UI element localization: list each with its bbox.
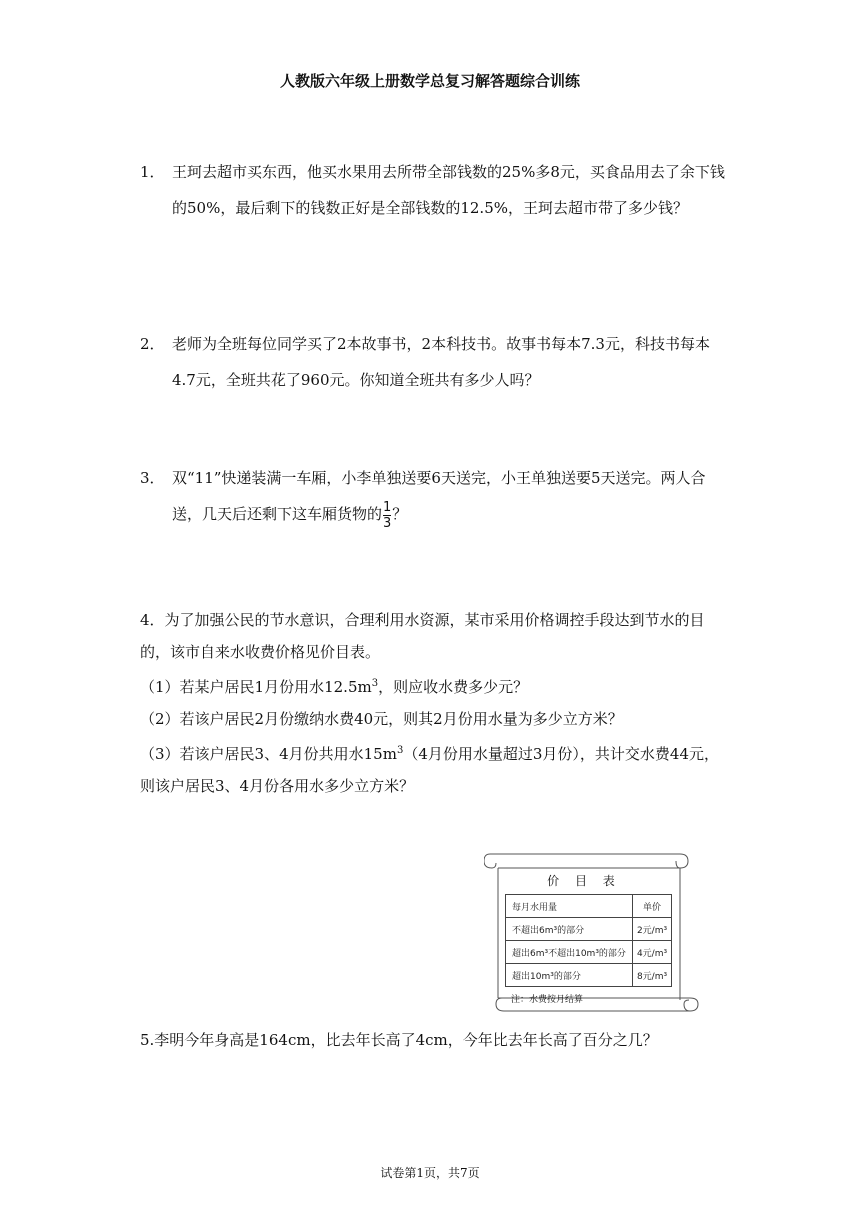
sub-question-text: （4月份用水量超过3月份），共计交水费44元，则该户居民3、4月份各用水多少立方米？ [140, 745, 720, 795]
question-text: 老师为全班每位同学买了2本故事书，2本科技书。故事书每本7.3元，科技书每本4.7元，全班共花了960元。你知道全班共有多少人吗？ [172, 335, 710, 389]
table-row [506, 941, 672, 964]
price-list-scroll [484, 848, 704, 1014]
question-intro: 4．为了加强公民的节水意识，合理利用水资源，某市采用价格调控手段达到节水的目的，该市自来水收费价格见价目表。 [140, 611, 705, 661]
table-cell: 2元/m³ [632, 918, 671, 941]
header-cell: 单价 [632, 895, 671, 918]
sub-question-text: ，则应收水费多少元？ [378, 678, 529, 696]
table-row [506, 918, 672, 941]
question-1 [140, 154, 725, 226]
question-text-part: 双“11”快递装满一车厢，小李单独送要6天送完，小王单独送要5天送完。两人合送，几天后还剩下这车厢货物的 [172, 469, 706, 523]
sub-question-3 [140, 735, 720, 802]
fraction-numerator: 1 [383, 499, 392, 515]
header-cell: 每月水用量 [506, 895, 633, 918]
table-cell: 8元/m³ [632, 964, 671, 987]
sub-question-2: （2）若该户居民2月份缴纳水费40元，则其2月份用水量为多少立方米？ [140, 710, 623, 728]
price-table-note: 注：水费按月结算 [511, 995, 584, 1005]
fraction-one-third [383, 501, 391, 530]
question-text: 王珂去超市买东西，他买水果用去所带全部钱数的25%多8元，买食品用去了余下钱的50%，最后剩下的钱数正好是全部钱数的12.5%，王珂去超市带了多少钱？ [172, 163, 725, 217]
question-number: 1． [140, 163, 165, 181]
table-cell: 4元/m³ [632, 941, 671, 964]
question-number: 2． [140, 335, 165, 353]
table-header-row [506, 895, 672, 918]
question-3 [140, 460, 725, 532]
table-cell: 超出6m³不超出10m³的部分 [506, 941, 633, 964]
question-5: 5.李明今年身高是164cm，比去年长高了4cm，今年比去年长高了百分之几？ [140, 1031, 658, 1049]
page-footer: 试卷第1页，共7页 [380, 1166, 480, 1180]
price-table [505, 894, 672, 987]
question-text-part: ？ [392, 505, 408, 523]
sub-question-text: （1）若某户居民1月份用水12.5m [140, 678, 372, 696]
sub-question-text: （3）若该户居民3、4月份共用水15m [140, 745, 397, 763]
question-2 [140, 326, 725, 398]
question-text [140, 460, 725, 532]
table-cell: 超出10m³的部分 [506, 964, 633, 987]
fraction-denominator: 3 [383, 515, 392, 531]
superscript: 3 [371, 678, 379, 689]
price-table-title: 价 目 表 [547, 874, 621, 888]
question-number: 3． [140, 469, 165, 487]
table-cell: 不超出6m³的部分 [506, 918, 633, 941]
superscript: 3 [396, 745, 404, 756]
page-title: 人教版六年级上册数学总复习解答题综合训练 [279, 72, 580, 90]
sub-question-1 [140, 668, 720, 703]
question-4 [140, 604, 720, 802]
table-row [506, 964, 672, 987]
